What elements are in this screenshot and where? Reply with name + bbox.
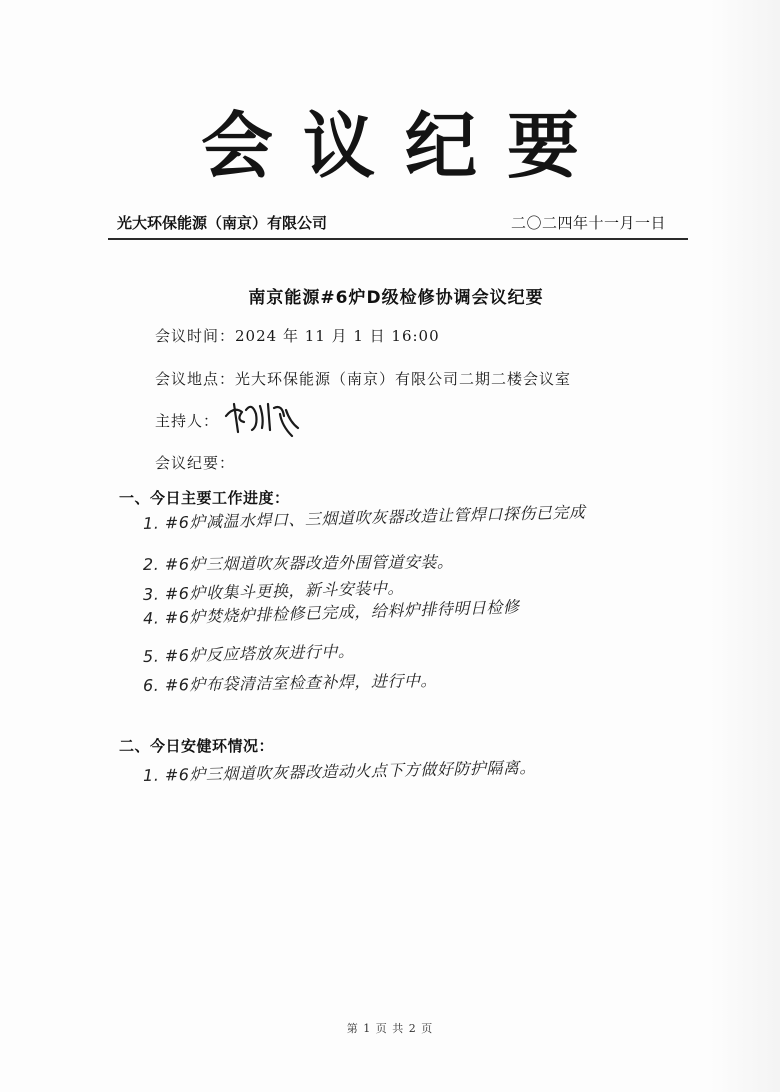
host-signature [222,392,302,442]
meeting-time: 会议时间：2024 年 11 月 1 日 16:00 [155,327,440,345]
section-safety-heading: 二、今日安健环情况： [119,737,275,755]
host-label: 主持人： [155,412,220,430]
safety-item: 1. #6炉三烟道吹灰器改造动火点下方做好防护隔离。 [142,757,537,785]
progress-item: 1. #6炉减温水焊口、三烟道吹灰器改造让管焊口探伤已完成 [142,502,586,533]
header-divider [108,238,688,240]
issue-date: 二〇二四年十一月一日 [511,214,667,232]
document-title: 南京能源#6炉D级检修协调会议纪要 [248,288,544,308]
main-title: 会议纪要 [200,103,609,188]
company-name: 光大环保能源（南京）有限公司 [117,214,328,232]
progress-item: 4. #6炉焚烧炉排检修已完成，给料炉排待明日检修 [142,597,520,628]
progress-item: 6. #6炉布袋清洁室检查补焊，进行中。 [142,670,438,695]
progress-item: 5. #6炉反应塔放灰进行中。 [142,641,355,666]
section-progress-heading: 一、今日主要工作进度： [119,489,290,507]
meeting-place: 会议地点：光大环保能源（南京）有限公司二期二楼会议室 [155,370,572,388]
minutes-label: 会议纪要： [155,454,236,472]
progress-item: 2. #6炉三烟道吹灰器改造外围管道安装。 [142,552,454,574]
page-number: 第 1 页 共 2 页 [346,1022,434,1035]
progress-item: 3. #6炉收集斗更换，新斗安装中。 [142,578,405,604]
